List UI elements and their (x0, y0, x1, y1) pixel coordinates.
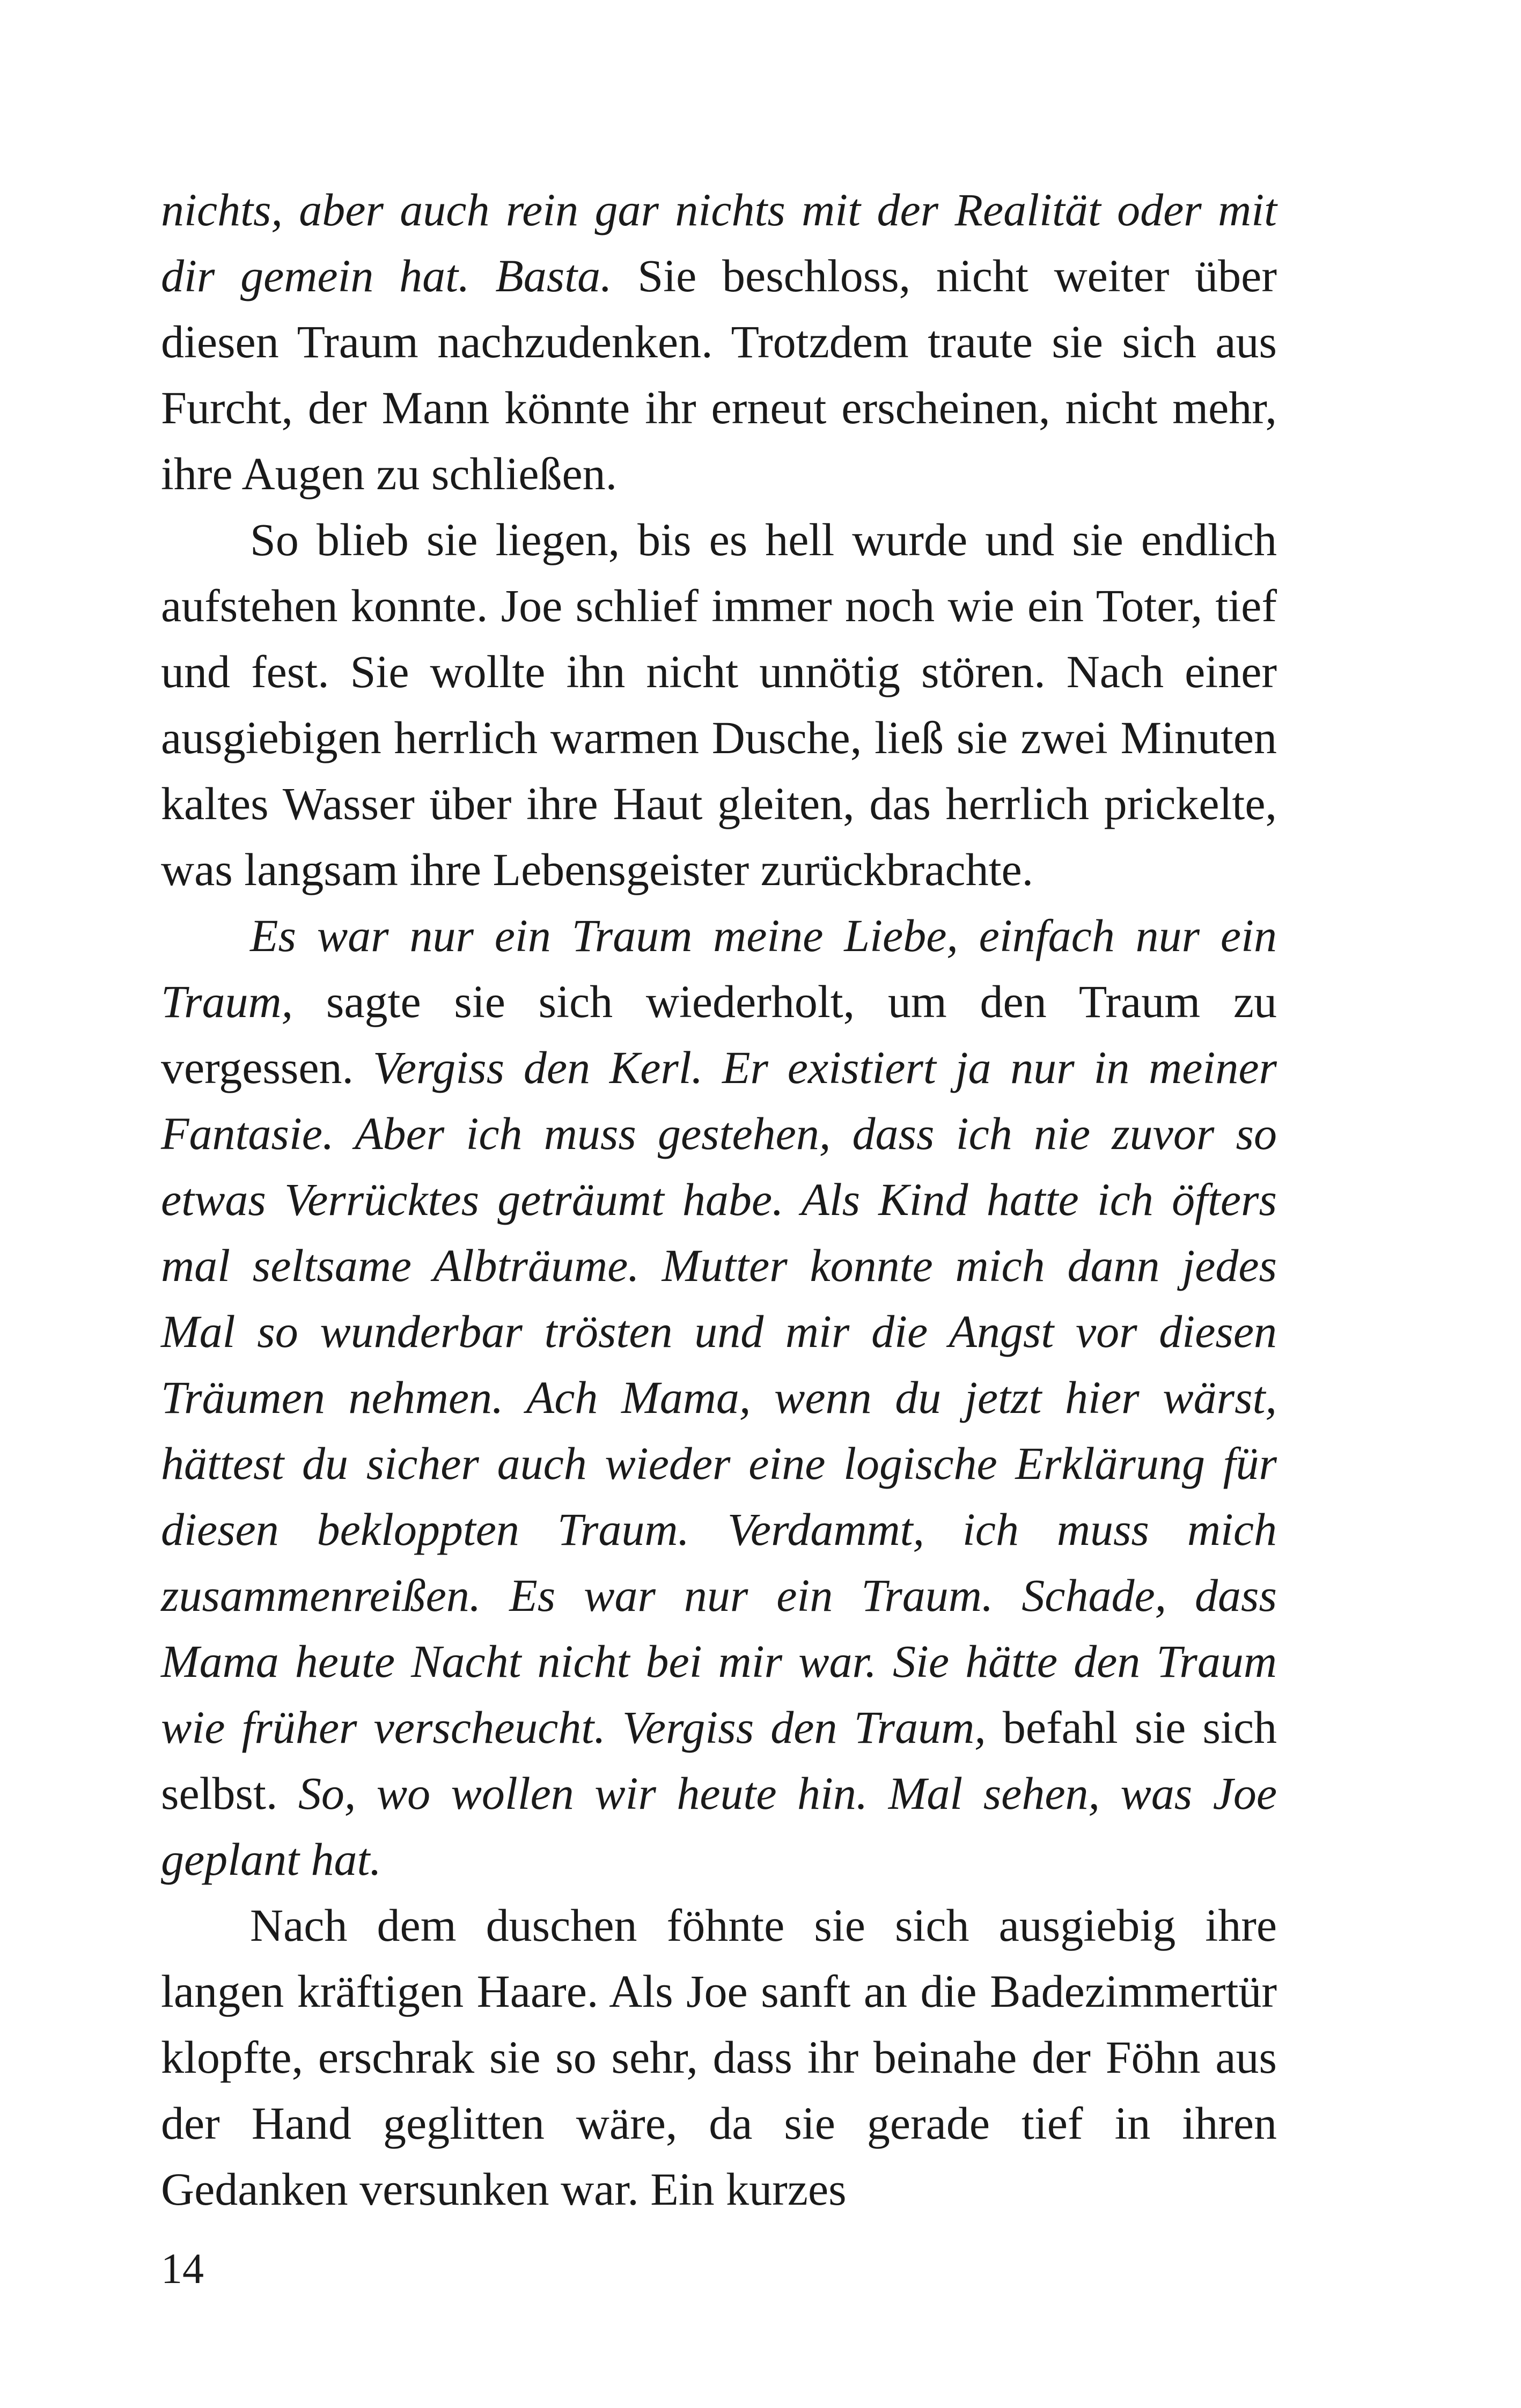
narrative-text: Sie beschloss, nicht weiter über diesen Traum nachzudenken. Trotzdem traute sie sich aus Furcht, der Mann könnte ihr erneut erscheinen, nicht mehr, ihre Augen zu schließen. (161, 250, 1277, 499)
inner-monologue-text: Es war nur ein Traum meine Liebe, einfach nur ein Traum, (161, 910, 1277, 1027)
paragraph (161, 177, 1277, 507)
narrative-text: Nach dem duschen föhnte sie sich ausgiebig ihre langen kräftigen Haare. Als Joe sanft an die Badezimmertür klopfte, erschrak sie so sehr, dass ihr beinahe der Föhn aus der Hand geglitten wäre, da sie gerade tief in ihren Gedanken versunken war. Ein kurzes (161, 1899, 1277, 2215)
body-text (161, 177, 1277, 2222)
inner-monologue-text: So, wo wollen wir heute hin. Mal sehen, was Joe geplant hat. (161, 1768, 1277, 1885)
paragraph (161, 507, 1277, 903)
inner-monologue-text: nichts, aber auch rein gar nichts mit der Realität oder mit dir gemein hat. Basta. (161, 184, 1277, 301)
narrative-text: befahl sie sich selbst. (161, 1702, 1277, 1819)
paragraph (161, 1892, 1277, 2222)
narrative-text: sagte sie sich wiederholt, um den Traum zu vergessen. (161, 976, 1277, 1093)
paragraph (161, 903, 1277, 1892)
page-number: 14 (161, 2245, 204, 2293)
narrative-text: So blieb sie liegen, bis es hell wurde und sie endlich aufstehen konnte. Joe schlief immer noch wie ein Toter, tief und fest. Sie wollte ihn nicht unnötig stören. Nach einer ausgiebigen herrlich warmen Dusche, ließ sie zwei Minuten kaltes Wasser über ihre Haut gleiten, das herrlich prickelte, was langsam ihre Lebensgeister zurückbrachte. (161, 514, 1277, 895)
inner-monologue-text: Vergiss den Kerl. Er existiert ja nur in meiner Fantasie. Aber ich muss gestehen, dass ich nie zuvor so etwas Verrücktes geträumt habe. Als Kind hatte ich öfters mal seltsame Albträume. Mutter konnte mich dann jedes Mal so wunderbar trösten und mir die Angst vor diesen Träumen nehmen. Ach Mama, wenn du jetzt hier wärst, hättest du sicher auch wieder eine logische Erklärung für diesen bekloppten Traum. Verdammt, ich muss mich zusammenreißen. Es war nur ein Traum. Schade, dass Mama heute Nacht nicht bei mir war. Sie hätte den Traum wie früher verscheucht. Vergiss den Traum, (161, 1042, 1277, 1753)
